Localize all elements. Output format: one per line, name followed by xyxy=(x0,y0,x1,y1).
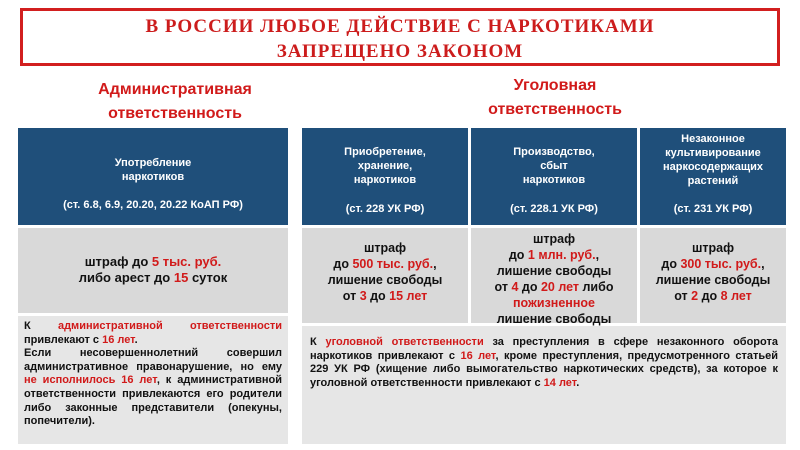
admin-note-part3: . xyxy=(134,333,138,346)
criminal-header-ref-3: (ст. 231 УК РФ) xyxy=(673,203,753,215)
admin-note xyxy=(18,316,288,444)
criminal-header-cell-3 xyxy=(640,128,786,225)
penalty-2-or: либо xyxy=(579,280,614,294)
admin-note-part5: , к административной ответственности привлекаются его родители либо законные представители (опекуны, попечители). xyxy=(24,374,283,428)
admin-fine-amount: 5 тыс. руб. xyxy=(151,254,222,269)
admin-note-highlight2: не исполнилось 16 лет xyxy=(24,374,157,387)
penalty-3-line-c: лишение свободы xyxy=(655,273,771,287)
penalty-1-from: от xyxy=(342,289,360,303)
admin-note-part1: К xyxy=(24,320,58,332)
banner-line-2: ЗАПРЕЩЕНО ЗАКОНОМ xyxy=(276,41,524,62)
penalty-2-fine: 1 млн. руб. xyxy=(527,248,596,262)
admin-header-title: Употребление наркотиков xyxy=(114,157,192,183)
admin-header-cell xyxy=(18,128,288,225)
admin-note-highlight1: административной ответственности xyxy=(57,320,282,332)
criminal-section-title xyxy=(440,74,670,122)
penalty-2-b-text: до xyxy=(508,248,528,262)
penalty-3-b-text: до xyxy=(661,257,681,271)
penalty-1-b-text: до xyxy=(333,257,353,271)
criminal-header-cell-2 xyxy=(471,128,637,225)
penalty-2-min: 4 xyxy=(511,280,519,294)
admin-penalty-text: штраф до xyxy=(84,254,152,269)
penalty-2-line-f: лишение свободы xyxy=(496,312,612,326)
admin-arrest-unit: суток xyxy=(188,270,228,285)
penalty-1-comma: , xyxy=(433,257,437,271)
penalty-3-from: от xyxy=(674,289,692,303)
criminal-title-line2: ответственность xyxy=(488,101,622,118)
penalty-3-fine: 300 тыс. руб. xyxy=(680,257,762,271)
admin-penalty-cell xyxy=(18,228,288,313)
penalty-2-max: 20 лет xyxy=(540,280,579,294)
criminal-penalty-cell-3 xyxy=(640,228,786,323)
admin-arrest-text: либо арест до xyxy=(78,270,174,285)
criminal-note-highlight1: уголовной ответственности xyxy=(325,336,484,348)
criminal-penalty-cell-1 xyxy=(302,228,468,323)
admin-section-title xyxy=(60,78,290,126)
penalty-2-comma: , xyxy=(595,248,600,262)
admin-penalty-line1 xyxy=(18,254,288,270)
penalty-2-line-a: штраф xyxy=(532,232,576,246)
penalty-3-line-a: штраф xyxy=(691,241,735,255)
penalty-3-line-d xyxy=(640,288,786,304)
criminal-header-title-1: Приобретение, хранение, наркотиков xyxy=(344,146,426,186)
penalty-1-line-b xyxy=(302,256,468,272)
criminal-header-title-3: Незаконное культивирование наркосодержащих растений xyxy=(663,133,763,187)
admin-note-part2: привлекают с xyxy=(24,333,103,346)
criminal-note-age14: 14 лет xyxy=(543,376,577,389)
penalty-2-line-d xyxy=(471,279,637,295)
criminal-note-part1: К xyxy=(310,336,326,348)
penalty-3-line-b xyxy=(640,256,786,272)
main-banner xyxy=(20,8,780,66)
penalty-3-min: 2 xyxy=(691,289,699,303)
admin-note-part4: Если несовершеннолетний совершил административное правонарушение, но ему xyxy=(24,347,282,373)
penalty-3-max: 8 лет xyxy=(720,289,752,303)
penalty-2-line-c: лишение свободы xyxy=(496,264,612,278)
penalty-2-from: от xyxy=(494,280,512,294)
criminal-note-part3: , кроме преступления, предусмотренного статьей 229 УК РФ (хищение либо вымогательство наркотических средств), за которое к уголовной ответственности привлекают с xyxy=(310,349,779,389)
penalty-2-line-e: пожизненное xyxy=(513,296,595,310)
penalty-1-fine: 500 тыс. руб. xyxy=(352,257,434,271)
penalty-2-line-b xyxy=(471,247,637,263)
criminal-header-title-2: Производство, сбыт наркотиков xyxy=(513,146,595,186)
admin-title-line1: Административная xyxy=(98,81,252,98)
penalty-3-comma: , xyxy=(761,257,765,271)
penalty-1-min: 3 xyxy=(359,289,367,303)
criminal-note-age16: 16 лет xyxy=(460,349,496,362)
penalty-1-max: 15 лет xyxy=(389,289,428,303)
criminal-title-line1: Уголовная xyxy=(513,77,597,94)
criminal-note xyxy=(302,326,786,444)
penalty-3-to: до xyxy=(698,289,721,303)
criminal-header-ref-2: (ст. 228.1 УК РФ) xyxy=(510,203,598,215)
penalty-1-line-c: лишение свободы xyxy=(327,273,443,287)
admin-penalty-line2 xyxy=(18,270,288,286)
admin-header-ref: (ст. 6.8, 6.9, 20.20, 20.22 КоАП РФ) xyxy=(63,199,243,211)
criminal-penalty-cell-2 xyxy=(471,228,637,326)
penalty-1-line-a: штраф xyxy=(363,241,407,255)
criminal-header-cell-1 xyxy=(302,128,468,225)
admin-title-line2: ответственность xyxy=(108,105,242,122)
criminal-note-part4: . xyxy=(576,376,580,389)
admin-arrest-days: 15 xyxy=(173,270,189,285)
penalty-1-line-d xyxy=(302,288,468,304)
banner-line-1: В РОССИИ ЛЮБОЕ ДЕЙСТВИЕ С НАРКОТИКАМИ xyxy=(145,16,655,37)
penalty-1-to: до xyxy=(366,289,390,303)
criminal-header-ref-1: (ст. 228 УК РФ) xyxy=(345,203,425,215)
penalty-2-to: до xyxy=(518,280,541,294)
admin-note-age: 16 лет xyxy=(102,333,135,346)
criminal-note-part2: за преступления в сфере незаконного оборота наркотиков привлекают с xyxy=(310,336,778,362)
